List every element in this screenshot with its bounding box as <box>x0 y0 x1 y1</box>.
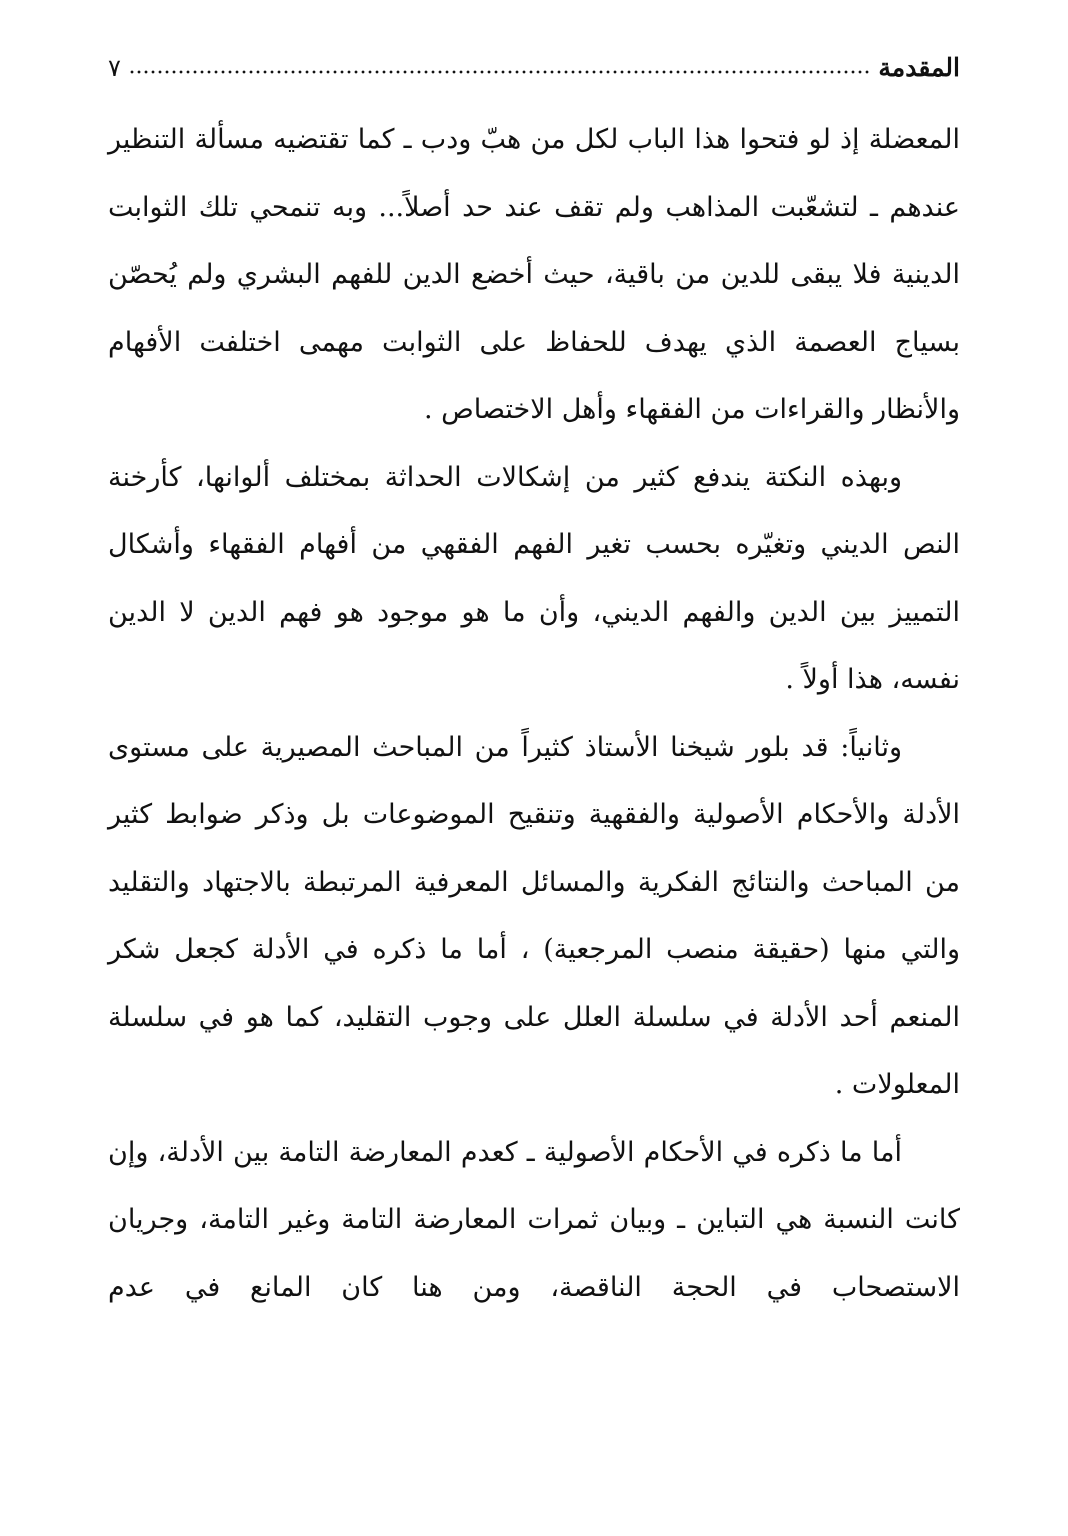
page-number: ٧ <box>108 54 121 82</box>
paragraph: المعضلة إذ لو فتحوا هذا الباب لكل من هبّ ودب ـ كما تقتضيه مسألة التنظير عندهم ـ لتشعّبت المذاهب ولم تقف عند حد أصلاً... وبه تنمحي تلك الثوابت الدينية فلا يبقى للدين من باقية، حيث أخضع الدين للفهم البشري ولم يُحصّن بسياج العصمة الذي يهدف للحفاظ على الثوابت مهمى اختلفت الأفهام والأنظار والقراءات من الفقهاء وأهل الاختصاص . <box>108 124 960 425</box>
section-title: المقدمة <box>878 53 960 82</box>
dot-leader <box>129 66 871 78</box>
paragraph: وبهذه النكتة يندفع كثير من إشكالات الحداثة بمختلف ألوانها، كأرخنة النص الديني وتغيّره بحسب تغير الفهم الفقهي من أفهام الفقهاء وأشكال التمييز بين الدين والفهم الديني، وأن ما هو موجود هو فهم الدين لا الدين نفسه، هذا أولاً . <box>108 461 960 695</box>
running-header <box>108 48 960 88</box>
paragraph: أما ما ذكره في الأحكام الأصولية ـ كعدم المعارضة التامة بين الأدلة، وإن كانت النسبة هي التباين ـ وبيان ثمرات المعارضة التامة وغير التامة، وجريان الاستصحاب في الحجة الناقصة، ومن هنا كان المانع في عدم <box>108 1136 960 1303</box>
paragraph: وثانياً: قد بلور شيخنا الأستاذ كثيراً من المباحث المصيرية على مستوى الأدلة والأحكام الأصولية والفقهية وتنقيح الموضوعات بل وذكر ضوابط كثير من المباحث والنتائج الفكرية والمسائل المعرفية المرتبطة بالاجتهاد والتقليد والتي منها (حقيقة منصب المرجعية) ، أما ما ذكره في الأدلة كجعل شكر المنعم أحد الأدلة في سلسلة العلل على وجوب التقليد، كما هو في سلسلة المعلولات . <box>108 731 960 1100</box>
body-text <box>108 106 960 1321</box>
